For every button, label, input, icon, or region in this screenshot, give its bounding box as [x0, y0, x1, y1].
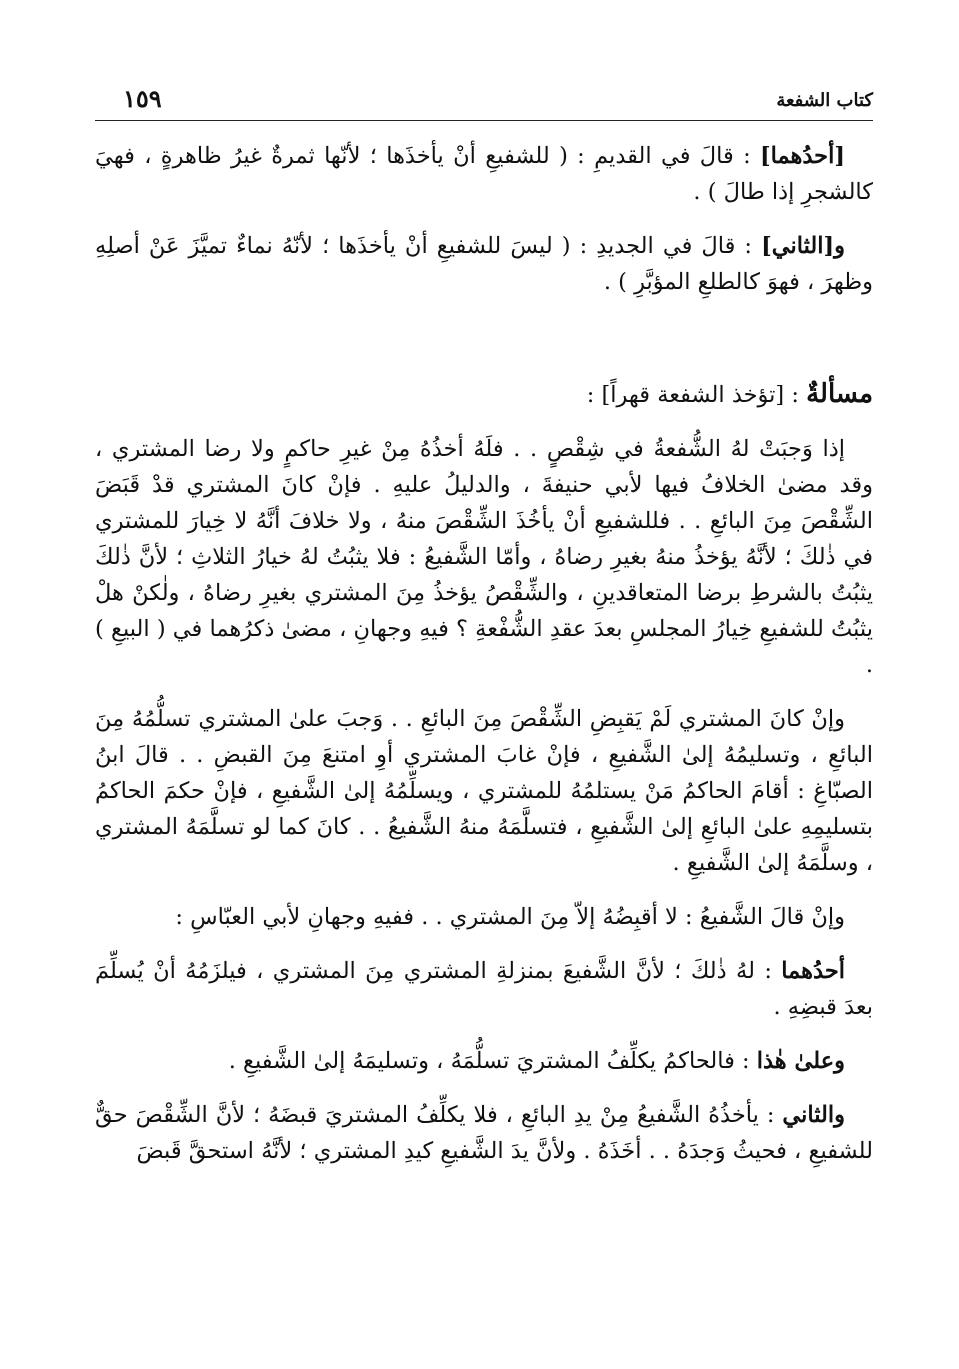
page-header [95, 78, 873, 121]
paragraph-two-views: وإنْ قالَ الشَّفيعُ : لا أقبِضُهُ إلاّ مِنَ المشتري . . ففيهِ وجهانِ لأبي العبّاسِ : [175, 904, 845, 930]
paragraph-text: : فالحاكمُ يكلِّفُ المشتريَ تسلُّمَهُ ، وتسليمَهُ إلىٰ الشَّفيعِ . [228, 1048, 757, 1074]
paragraph-lead: [أحدُهما] [760, 143, 845, 169]
paragraph-lead: و[الثاني] [761, 233, 845, 259]
paragraph-text: : قالَ في القديمِ : ( للشفيعِ أنْ يأخذَها ؛ لأنّها ثمرةٌ غيرُ ظاهرةٍ ، فهيَ كالشجرِ إذا طالَ ) . [95, 143, 873, 205]
view-first-paragraph [95, 953, 873, 1025]
issue-heading [95, 376, 873, 413]
page-body [95, 138, 873, 1187]
book-title: كتاب الشفعة [776, 90, 873, 111]
paragraph-lead: أحدُهما [781, 958, 845, 984]
paragraph-lead: والثاني [782, 1102, 845, 1128]
section-spacer [95, 318, 873, 376]
opinion-second-paragraph [95, 228, 873, 300]
paragraph-text: : قالَ في الجديدِ : ( ليسَ للشفيعِ أنْ يأخذَها ؛ لأنّهُ نماءٌ تميَّزَ عَنْ أصلِهِ وظهرَ ، فهوَ كالطلعِ المؤبَّرِ ) . [95, 233, 873, 295]
paragraph-not-received: وإنْ كانَ المشتري لَمْ يَقبِضِ الشِّقْصَ مِنَ البائعِ . . وَجبَ علىٰ المشتري تسلُّمُهُ مِنَ البائعِ ، وتسليمُهُ إلىٰ الشَّفيعِ ، فإنْ غابَ المشتري أوِ امتنعَ مِنَ القبضِ . . قالَ ابنُ الصبّاغِ : أقامَ الحاكمُ مَنْ يستلمُهُ للمشتري ، ويسلِّمُهُ إلىٰ الشَّفيعِ ، فإنْ حكمَ الحاكمُ بتسليمِهِ علىٰ البائعِ إلىٰ الشَّفيعِ ، فتسلَّمَهُ منهُ الشَّفيعُ . . كانَ كما لو تسلَّمَهُ المشتري ، وسلَّمَهُ إلىٰ الشَّفيعِ . [95, 706, 873, 876]
issue-label: مسألةٌ [806, 379, 873, 409]
issue-title: : [تؤخذ الشفعة قهراً] : [586, 382, 807, 408]
view-second-paragraph [95, 1097, 873, 1169]
paragraph-lead: وعلىٰ هٰذا [756, 1048, 845, 1074]
paragraph-intro: إذا وَجبَتْ لهُ الشُّفعةُ في شِقْصٍ . . فلَهُ أخذُهُ مِنْ غيرِ حاكمٍ ولا رضا المشتري ، وقد مضىٰ الخلافُ فيها لأبي حنيفةَ ، والدليلُ عليهِ . فإنْ كانَ المشتري قدْ قَبَضَ الشِّقْصَ مِنَ البائعِ . . فللشفيعِ أنْ يأخُذَ الشِّقْصَ منهُ ، ولا خلافَ أنَّهُ لا خِيارَ للمشتري في ذٰلكَ ؛ لأنَّهُ يؤخذُ منهُ بغيرِ رضاهُ ، وأمّا الشَّفيعُ : فلا يثبُتُ لهُ خيارُ الثلاثِ ؛ لأنَّ ذٰلكَ يثبُتُ بالشرطِ برضا المتعاقدينِ ، والشِّقْصُ يؤخذُ مِنَ المشتري بغيرِ رضاهُ ، ولٰكنْ هلْ يثبُتُ للشفيعِ خِيارُ المجلسِ بعدَ عقدِ الشُّفْعةِ ؟ فيهِ وجهانِ ، مضىٰ ذكرُهما في ( البيعِ ) . [95, 436, 873, 678]
opinion-first-paragraph [95, 138, 873, 210]
view-consequence-paragraph [95, 1043, 873, 1079]
paragraph-text: : لهُ ذٰلكَ ؛ لأنَّ الشَّفيعَ بمنزلةِ المشتري مِنَ المشتري ، فيلزَمُهُ أنْ يُسلِّمَ بعدَ قبضِهِ . [95, 958, 873, 1020]
paragraph-text: : يأخذُهُ الشَّفيعُ مِنْ يدِ البائعِ ، فلا يكلِّفُ المشتريَ قبضَهُ ؛ لأنَّ الشِّقْصَ حقٌّ للشفيعِ ، فحيثُ وَجدَهُ . . أخَذَهُ . ولأنَّ يدَ الشَّفيعِ كيدِ المشتري ؛ لأنَّهُ استحقَّ قَبضَ [95, 1102, 873, 1164]
page-number: ١٥٩ [123, 84, 162, 113]
